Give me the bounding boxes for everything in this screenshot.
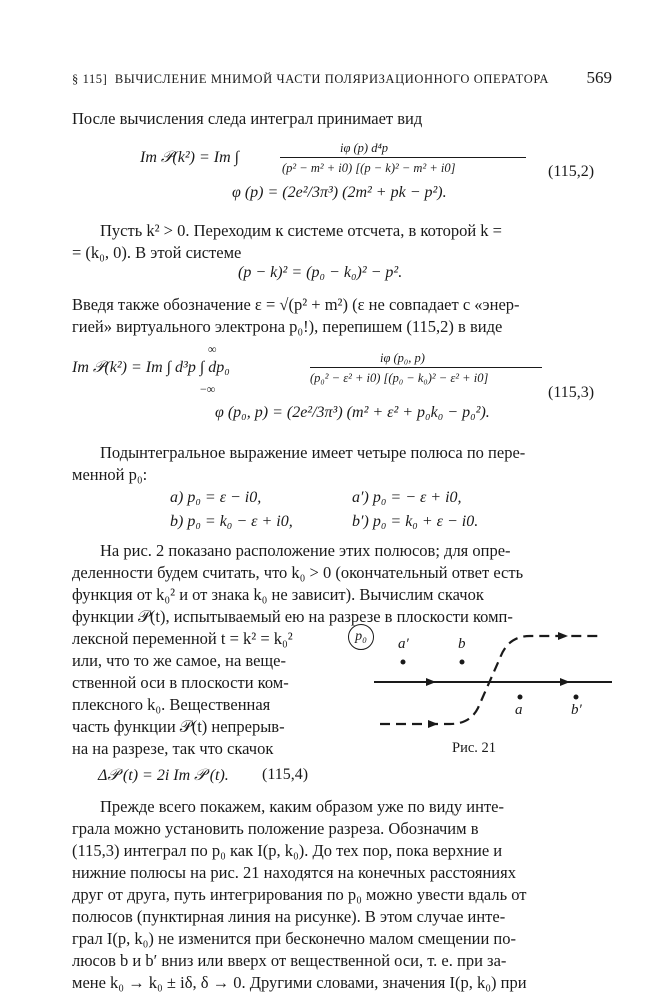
equation-numerator: iφ (p₀, p) [380, 351, 425, 365]
label-a-prime: a′ [398, 636, 409, 652]
paragraph-line: грал I(p, k₀) не изменится при бесконечно малом смещении по- [72, 929, 517, 948]
section-ref: § 115] [72, 72, 108, 86]
paragraph-line: (115,3) интеграл по p₀ как I(p, k₀). До тех пор, пока верхние и [72, 841, 503, 860]
equation-denominator: (p² − m² + i0) [(p − k)² − m² + i0] [282, 161, 456, 175]
paragraph-line: нижние полюсы на рис. 21 находятся на конечных расстояниях [72, 863, 516, 882]
paragraph-line: Подынтегральное выражение имеет четыре полюса по пере- [100, 443, 526, 462]
label-b: b [458, 636, 466, 652]
paragraph-line: Прежде всего покажем, каким образом уже по виду инте- [100, 797, 504, 816]
paragraph-line: люсов b и b′ вниз или вверх от вещественной оси, т. е. при за- [72, 951, 507, 970]
chapter-title: ВЫЧИСЛЕНИЕ МНИМОЙ ЧАСТИ ПОЛЯРИЗАЦИОННОГО ОПЕРАТОРА [114, 72, 549, 86]
paragraph-line: гией» виртуального электрона p₀!), перепишем (115,2) в виде [72, 317, 503, 336]
contour-arrow [558, 632, 568, 640]
paragraph-line: лексной переменной t = k² = k₀² [72, 629, 293, 648]
pole-a-dot [518, 695, 523, 700]
equation-number: (115,4) [262, 766, 309, 783]
pole-b-dot [460, 660, 465, 665]
pole-a-prime: a′) p₀ = − ε + i0, [352, 489, 462, 506]
label-b-prime: b′ [571, 702, 582, 718]
paragraph-line: = (k₀, 0). В этой системе [72, 243, 242, 262]
page-number: 569 [586, 68, 612, 87]
label-a: a [515, 702, 523, 718]
figure-caption: Рис. 21 [452, 740, 497, 756]
contour-arrow [428, 720, 438, 728]
paragraph-line: друг от друга, путь интегрирования по p₀ можно увести вдаль от [72, 885, 527, 904]
paragraph-line: Пусть k² > 0. Переходим к системе отсчета, в которой k = [100, 221, 502, 240]
paragraph-line: функция от k₀² и от знака k₀ не зависит). Вычислим скачок [72, 585, 484, 604]
paragraph-line: или, что то же самое, на веще- [72, 651, 286, 670]
complex-plane-label: p₀ [348, 624, 374, 650]
paragraph-line: ственной оси в плоскости ком- [72, 673, 289, 692]
lower-limit: −∞ [200, 382, 216, 396]
paragraph-line: менной p₀: [72, 465, 148, 484]
equation-numerator: iφ (p) d⁴p [340, 141, 389, 155]
paragraph-line: на на разрезе, так что скачок [72, 739, 274, 758]
running-title [72, 72, 549, 87]
paragraph-line: Введя также обозначение ε = √(p² + m²) (ε не совпадает с «энер- [72, 295, 520, 314]
running-header [72, 68, 612, 88]
paragraph-line: После вычисления следа интеграл принимает вид [72, 109, 423, 128]
axis-arrow [426, 678, 436, 686]
paragraph-line: мене k₀ → k₀ ± iδ, δ → 0. Другими словами, значения I(p, k₀) при [72, 973, 527, 992]
deformed-contour [380, 636, 602, 724]
paragraph-line: грала можно установить положение разреза. Обозначим в [72, 819, 479, 838]
equation-lhs: Im 𝒫(k²) = Im ∫ d³p ∫ dp₀ [72, 359, 230, 376]
pole-a: a) p₀ = ε − i0, [170, 489, 262, 506]
paragraph-line: деленности будем считать, что k₀ > 0 (окончательный ответ есть [72, 563, 524, 582]
paragraph-line: полюсов (пунктирная линия на рисунке). В этом случае инте- [72, 907, 506, 926]
pole-b-prime-dot [574, 695, 579, 700]
pole-b-prime: b′) p₀ = k₀ + ε − i0. [352, 513, 479, 530]
paragraph-line: часть функции 𝒫(t) непрерыв- [72, 717, 285, 736]
equation-lhs: Im 𝒫(k²) = Im ∫ [140, 149, 240, 166]
equation: Δ𝒫 (t) = 2i Im 𝒫 (t). [98, 767, 229, 784]
pole-a-prime-dot [401, 660, 406, 665]
pole-diagram [340, 618, 620, 738]
equation-phi: φ (p₀, p) = (2e²/3π³) (m² + ε² + p₀k₀ − p₀²). [215, 404, 490, 421]
paragraph-line: плексного k₀. Вещественная [72, 695, 271, 714]
paragraph-line: На рис. 2 показано расположение этих полюсов; для опре- [100, 541, 511, 560]
equation-phi: φ (p) = (2e²/3π³) (2m² + pk − p²). [232, 184, 447, 201]
equation: (p − k)² = (p₀ − k₀)² − p². [238, 264, 403, 281]
equation-denominator: (p₀² − ε² + i0) [(p₀ − k₀)² − ε² + i0] [310, 371, 489, 385]
axis-arrow [560, 678, 570, 686]
paragraph-line: функции 𝒫(t), испытываемый ею на разрезе в плоскости комп- [72, 607, 513, 626]
equation-number: (115,3) [548, 384, 595, 401]
equation-number: (115,2) [548, 163, 595, 180]
pole-b: b) p₀ = k₀ − ε + i0, [170, 513, 293, 530]
upper-limit: ∞ [208, 342, 217, 356]
